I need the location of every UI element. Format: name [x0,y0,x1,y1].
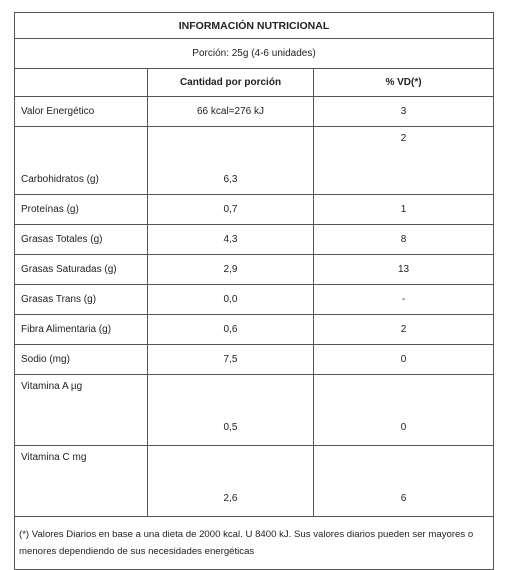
nutrient-vd: 8 [314,225,494,255]
nutrient-name: Carbohidratos (g) [15,127,148,195]
nutrient-vd: 2 [314,315,494,345]
title-row [15,13,494,39]
nutrition-facts-table [14,12,494,570]
nutrient-vd: 0 [314,375,494,446]
nutrient-name: Vitamina A µg [15,375,148,446]
table-row [15,225,494,255]
nutrient-amount: 4,3 [148,225,314,255]
nutrient-amount: 66 kcal=276 kJ [148,97,314,127]
footnote-row [15,517,494,570]
nutrient-amount: 0,7 [148,195,314,225]
nutrient-vd: - [314,285,494,315]
nutrient-amount: 7,5 [148,345,314,375]
nutrient-name: Vitamina C mg [15,446,148,517]
header-empty-cell [15,69,148,97]
table-row [15,97,494,127]
table-row [15,195,494,225]
table-row [15,315,494,345]
header-amount: Cantidad por porción [148,69,314,97]
nutrient-name: Fibra Alimentaria (g) [15,315,148,345]
nutrient-vd: 0 [314,345,494,375]
table-row [15,375,494,446]
nutrient-vd: 6 [314,446,494,517]
nutrient-name: Grasas Trans (g) [15,285,148,315]
table-row [15,446,494,517]
nutrient-vd: 2 [314,127,494,195]
nutrient-amount: 0,0 [148,285,314,315]
nutrient-vd: 1 [314,195,494,225]
nutrient-vd: 3 [314,97,494,127]
nutrient-amount: 2,9 [148,255,314,285]
table-row [15,255,494,285]
footnote: (*) Valores Diarios en base a una dieta de 2000 kcal. U 8400 kJ. Sus valores diarios pueden ser mayores o menores dependiendo de sus necesidades energéticas [15,517,494,570]
header-vd: % VD(*) [314,69,494,97]
nutrient-name: Valor Energético [15,97,148,127]
nutrient-amount: 2,6 [148,446,314,517]
table-row [15,345,494,375]
nutrient-vd: 13 [314,255,494,285]
nutrient-name: Proteínas (g) [15,195,148,225]
header-row [15,69,494,97]
table-row [15,285,494,315]
table-title: INFORMACIÓN NUTRICIONAL [15,13,494,39]
table-row [15,127,494,195]
portion-row [15,39,494,69]
nutrient-name: Grasas Totales (g) [15,225,148,255]
nutrient-amount: 0,6 [148,315,314,345]
nutrient-amount: 6,3 [148,127,314,195]
nutrient-amount: 0,5 [148,375,314,446]
nutrient-name: Sodio (mg) [15,345,148,375]
portion-size: Porción: 25g (4-6 unidades) [15,39,494,69]
nutrient-name: Grasas Saturadas (g) [15,255,148,285]
